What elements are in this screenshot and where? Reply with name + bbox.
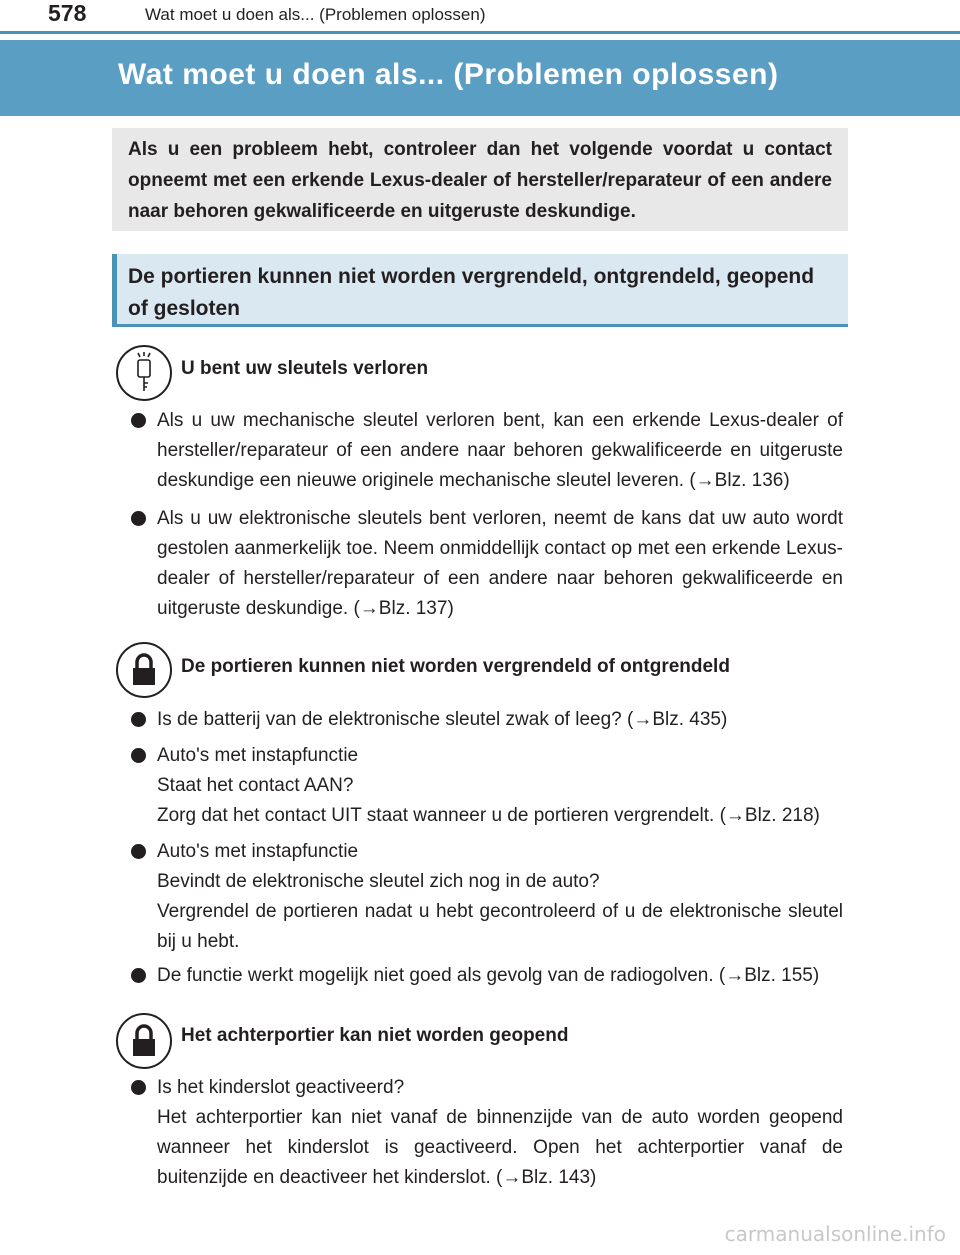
running-header — [0, 0, 960, 36]
list-item — [131, 837, 843, 957]
list-item — [131, 741, 843, 831]
bullet-text: De functie werkt mogelijk niet goed als gevolg van de radiogolven. (→Blz. 155) — [157, 965, 820, 986]
bullet-dot — [131, 748, 146, 763]
subhead-doors-lock: De portieren kunnen niet worden vergrendeld of ontgrendeld — [181, 656, 730, 677]
page-number: 578 — [48, 0, 87, 26]
bullet-dot — [131, 511, 146, 526]
subhead-keys-lost: U bent uw sleutels verloren — [181, 358, 429, 379]
bullet-text: Is de batterij van de elektronische sleutel zwak of leeg? (→Blz. 435) — [157, 709, 728, 730]
lock-icon — [116, 1013, 172, 1069]
list-item — [131, 961, 843, 991]
bullet-dot — [131, 1080, 146, 1095]
bullet-text: Auto's met instapfunctie Staat het contact AAN? Zorg dat het contact UIT staat wanneer u de portieren vergrendelt. (→Blz. 218) — [157, 745, 820, 826]
chapter-banner — [0, 40, 960, 116]
list-item — [131, 406, 843, 496]
key-icon — [116, 345, 172, 401]
running-title: Wat moet u doen als... (Problemen oplossen) — [145, 5, 486, 24]
list-item — [131, 1073, 843, 1193]
header-rule — [0, 31, 960, 34]
watermark: carmanualsonline.info — [724, 1222, 946, 1246]
bullet-text: Auto's met instapfunctie Bevindt de elektronische sleutel zich nog in de auto? Vergrendel de portieren nadat u hebt gecontroleerd of u de elektronische sleutel bij u hebt. — [157, 841, 843, 952]
banner-title: Wat moet u doen als... (Problemen oplossen) — [118, 58, 779, 91]
bullet-dot — [131, 968, 146, 983]
bullet-text: Als u uw mechanische sleutel verloren bent, kan een erkende Lexus-dealer of hersteller/reparateur of een andere naar behoren gekwalificeerde en uitgeruste deskundige een nieuwe originele mechanische sleutel leveren. (→Blz. 136) — [157, 410, 843, 491]
subhead-rear-door: Het achterportier kan niet worden geopend — [181, 1025, 569, 1046]
bullet-dot — [131, 413, 146, 428]
list-item — [131, 504, 843, 624]
bullet-text: Als u uw elektronische sleutels bent verloren, neemt de kans dat uw auto wordt gestolen aanmerkelijk toe. Neem onmiddellijk contact op met een erkende Lexus-dealer of hersteller/reparateur of een andere naar behoren gekwalificeerde en uitgeruste deskundige. (→Blz. 137) — [157, 508, 843, 619]
bullet-text: Is het kinderslot geactiveerd? Het achterportier kan niet vanaf de binnenzijde van de auto worden geopend wanneer het kinderslot is geactiveerd. Open het achterportier vanaf de buitenzijde en deactiveer het kinderslot. (→Blz. 143) — [157, 1077, 843, 1188]
section-heading: De portieren kunnen niet worden vergrendeld, ontgrendeld, geopend of gesloten — [112, 254, 848, 327]
lock-icon — [116, 642, 172, 698]
bullet-dot — [131, 844, 146, 859]
list-item — [131, 705, 843, 735]
intro-box: Als u een probleem hebt, controleer dan het volgende voordat u contact opneemt met een erkende Lexus-dealer of hersteller/reparateur of een andere naar behoren gekwalificeerde en uitgeruste deskundige. — [112, 128, 848, 231]
bullet-dot — [131, 712, 146, 727]
